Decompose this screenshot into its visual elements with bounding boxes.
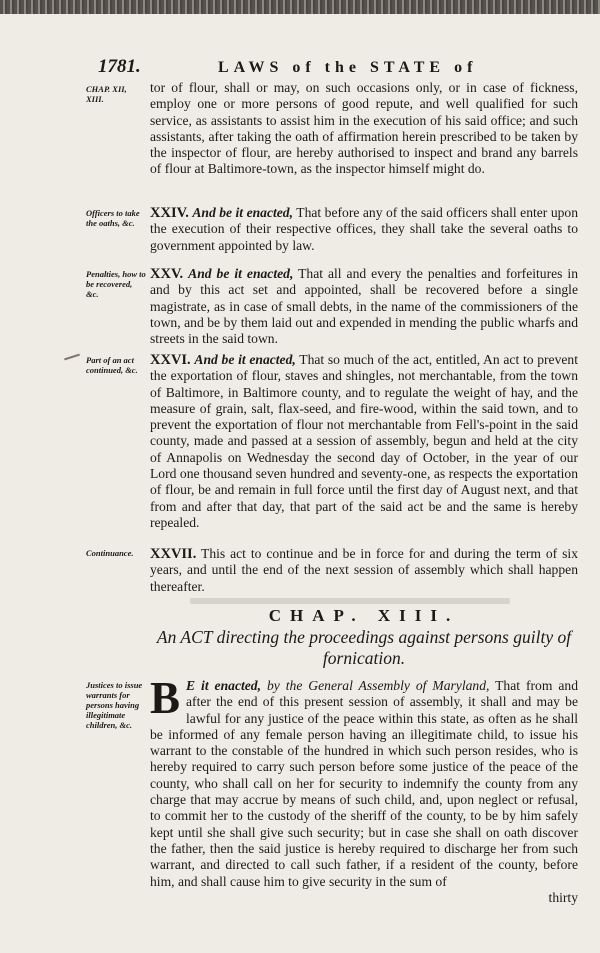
catchword: thirty: [548, 890, 578, 905]
margin-chap-ref: CHAP. XII, XIII.: [86, 84, 127, 104]
act-title: An ACT directing the proceedings against persons guilty of fornication.: [156, 627, 572, 668]
page-top-edge: [0, 0, 600, 14]
section-25: [150, 266, 578, 347]
section-text: That so much of the act, entitled, An act to prevent the exportation of flour, staves and shingles, not merchantable, from the town of Baltimore, in Baltimore county, and to regulate the weight of hay, and the measure of grain, salt, flax-seed, and fire-wood, within the said town, and to prevent the exportation of flour not merchantable from Fell's-point in the said county, made and passed at a session of assembly, begun and held at the city of Annapolis on Wednesday the second day of October, in the year of our Lord one thousand seven hundred and seventy-one, as respects the exportation of flour, be and remain in full force until the first day of August next, and that from and after that day, that part of the said act be and the same is hereby repealed.: [150, 352, 578, 530]
section-24: [150, 205, 578, 254]
page-year: 1781.: [98, 56, 141, 77]
catchword-line: [150, 890, 578, 906]
running-title: LAWS of the STATE of: [218, 59, 478, 76]
page-header: [98, 56, 600, 80]
section-text: This act to continue and be in force for and during the term of six years, and until the end of the next session of assembly which shall happen thereafter.: [150, 546, 578, 594]
margin-note-oaths: Officers to take the oaths, &c.: [86, 208, 140, 228]
paragraph-text: tor of flour, shall or may, on such occasions only, or in case of fickness, employ one or more persons of good repute, and well qualified for such service, as assistants to assist him in the execution of his said office; and such assistants, after taking the oath of affirmation herein prescribed to be taken by the inspector of flour, are hereby authorised to inspect and brand any barrels of flour at Baltimore-town, as the inspector himself might do.: [150, 80, 578, 177]
chapter-text: That from and after the end of this present session of assembly, it shall and may be lawful for any justice of the peace within this state, as often as he shall be informed of any female person having an illegitimate child, to issue his warrant to the constable of the hundred in which such person resides, who is hereby required to carry such person before some justice of the peace of the county, who shall call on her for security to indemnify the county from any charge that may accrue by means of such child, and, upon neglect or refusal, to commit her to the custody of the sheriff of the county, to be by him safely kept until she shall give such security; but in case she shall on oath discover the father, then the said justice is hereby required to discharge her from such warrant, and directed to call such father, if a resident of the county, before him, and shall cause him to give security in the sum of: [150, 678, 579, 889]
section-text: That all and every the penalties and forfeitures in and by this act set and appointed, shall be recovered before a single magistrate, as in case of small debts, in the name of the commissioners of the town, and be by them laid out and expended in mending the public wharfs and streets in the said town.: [150, 266, 578, 347]
chapter-body: [150, 673, 579, 890]
margin-note-penalties: Penalties, how to be recovered, &c.: [86, 269, 146, 299]
enacting-clause: E it enacted,: [186, 678, 261, 693]
section-number: XXIV.: [150, 205, 189, 221]
section-number: XXVI.: [150, 352, 191, 368]
enacting-authority: by the General Assembly of Maryland,: [266, 678, 490, 693]
section-27: [150, 546, 578, 595]
section-number: XXVII.: [150, 546, 197, 562]
section-number: XXV.: [150, 266, 184, 282]
margin-note-justices: Justices to issue warrants for persons having illegitimate children, &c.: [86, 680, 143, 730]
enacting-clause: And be it enacted,: [194, 352, 296, 367]
enacting-clause: And be it enacted,: [188, 266, 294, 281]
margin-note-continued: Part of an act continued, &c.: [86, 355, 138, 375]
section-text: That before any of the said officers shall enter upon the execution of their respective offices, they shall take the several oaths to government appointed by law.: [150, 205, 579, 253]
margin-tick-mark: [64, 354, 80, 361]
drop-cap: B: [150, 673, 181, 723]
section-26: [150, 352, 578, 531]
print-smudge: [190, 598, 510, 604]
margin-note-continuance: Continuance.: [86, 548, 134, 558]
chapter-heading: CHAP. XIII.: [268, 606, 460, 625]
paragraph-continued: [150, 80, 578, 178]
enacting-clause: And be it enacted,: [192, 205, 294, 220]
